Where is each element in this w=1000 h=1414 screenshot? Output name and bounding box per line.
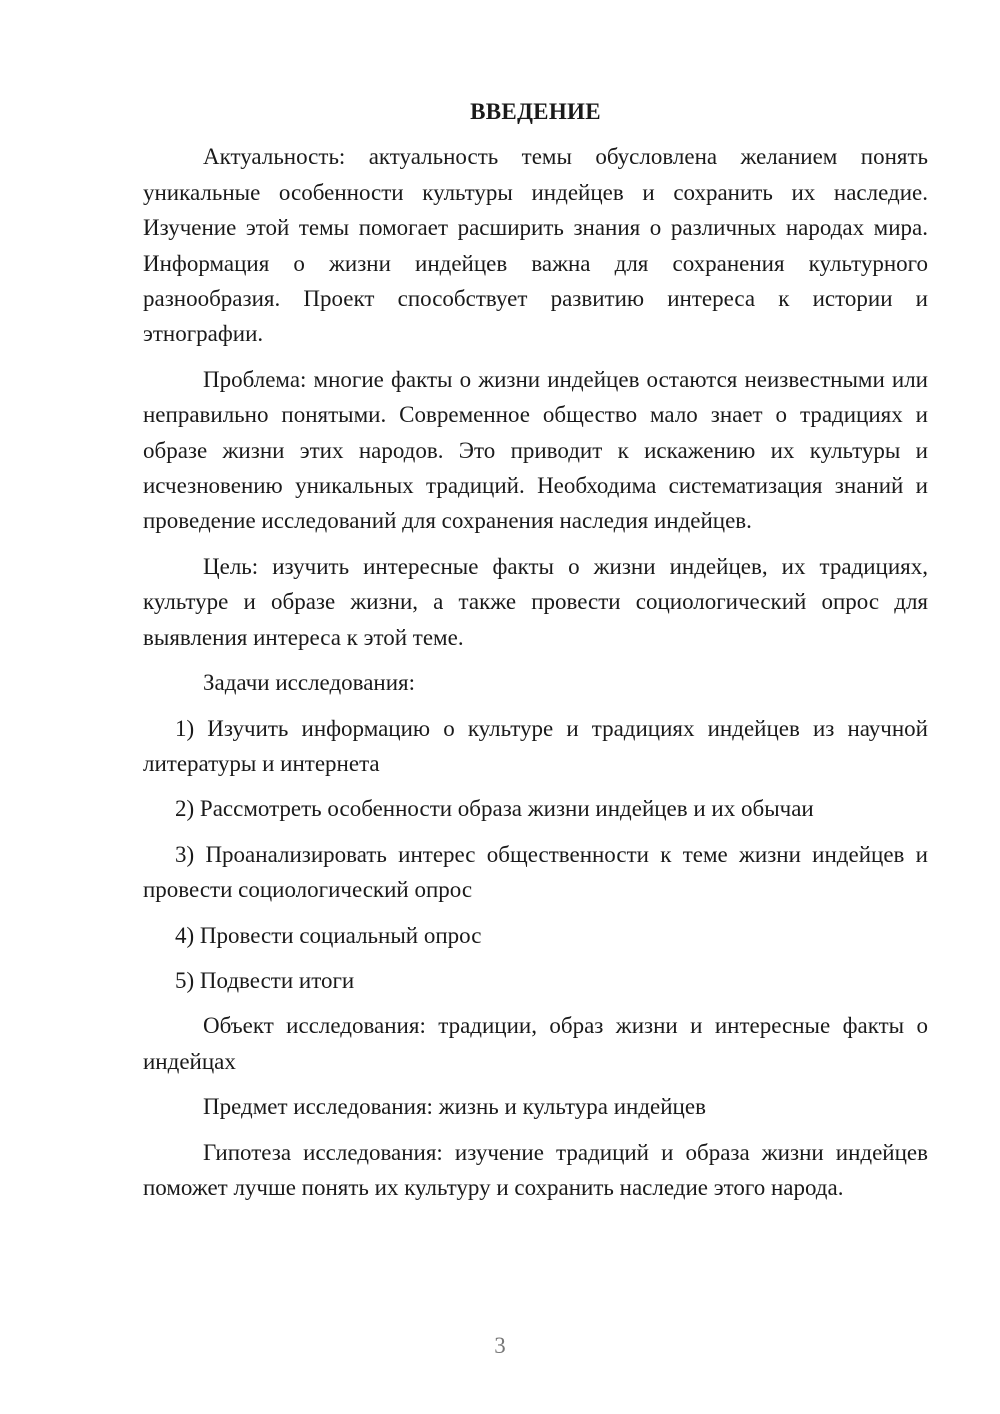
subject-paragraph: Предмет исследования: жизнь и культура индейцев: [203, 1094, 706, 1120]
task-item-5: 5) Подвести итоги: [175, 967, 355, 993]
tasks-heading: Задачи исследования:: [203, 670, 416, 696]
task-item-4: 4) Провести социальный опрос: [175, 922, 482, 948]
task-item-1: 1) Изучить информацию о культуре и традициях индейцев из научной литературы и интернета: [143, 715, 928, 776]
goal-paragraph: Цель: изучить интересные факты о жизни индейцев, их традициях, культуре и образе жизни, а также провести социологический опрос для выявления интереса к этой теме.: [143, 553, 928, 650]
page-number: 3: [494, 1333, 506, 1358]
hypothesis-paragraph: Гипотеза исследования: изучение традиций и образа жизни индейцев поможет лучше понять их культуру и сохранить наследие этого народа.: [143, 1139, 928, 1200]
task-item-2: 2) Рассмотреть особенности образа жизни индейцев и их обычаи: [175, 796, 814, 822]
object-paragraph: Объект исследования: традиции, образ жизни и интересные факты о индейцах: [143, 1013, 928, 1074]
document-body: [143, 94, 928, 1215]
task-item-3: 3) Проанализировать интерес общественности к теме жизни индейцев и провести социологический опрос: [143, 841, 928, 903]
problem-paragraph: Проблема: многие факты о жизни индейцев остаются неизвестными или неправильно понятыми. Современное общество мало знает о традициях и образе жизни этих народов. Это приводит к искажению их культуры и исчезновению уникальных традиций. Необходима систематизация знаний и проведение исследований для сохранения наследия индейцев.: [143, 366, 928, 534]
relevance-paragraph: Актуальность: актуальность темы обусловлена желанием понять уникальные особенности культуры индейцев и сохранить их наследие. Изучение этой темы помогает расширить знания о различных народах мира. Информация о жизни индейцев важна для сохранения культурного разнообразия. Проект способствует развитию интереса к истории и этнографии.: [143, 144, 928, 347]
section-heading: ВВЕДЕНИЕ: [470, 99, 601, 124]
